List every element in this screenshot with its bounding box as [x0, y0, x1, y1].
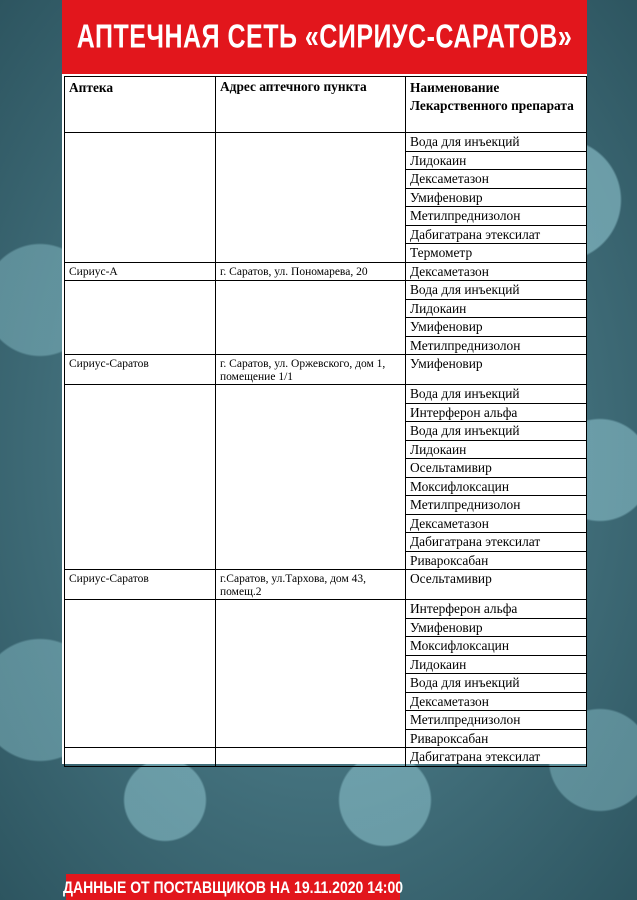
table-header-row — [65, 77, 587, 133]
pharmacy-cell — [65, 133, 216, 263]
drug-cell: Моксифлоксацин — [406, 637, 587, 656]
page-title: АПТЕЧНАЯ СЕТЬ «СИРИУС-САРАТОВ» — [76, 17, 573, 56]
table-row — [65, 281, 587, 300]
drug-cell: Моксифлоксацин — [406, 477, 587, 496]
drug-cell: Осельтамивир — [406, 570, 587, 600]
drug-cell: Интерферон альфа — [406, 403, 587, 422]
pharmacy-cell: Сириус-А — [65, 262, 216, 281]
drug-cell: Термометр — [406, 244, 587, 263]
drug-cell: Дексаметазон — [406, 262, 587, 281]
address-cell: г.Саратов, ул.Тархова, дом 43, помещ.2 — [216, 570, 406, 600]
column-header-address: Адрес аптечного пункта — [216, 77, 406, 133]
table-row — [65, 133, 587, 152]
column-header-drug: Наименование Лекарственного препарата — [406, 77, 587, 133]
drug-cell: Осельтамивир — [406, 459, 587, 478]
column-header-pharmacy: Аптека — [65, 77, 216, 133]
drug-cell: Дабигатрана этексилат — [406, 533, 587, 552]
drug-cell: Метилпреднизолон — [406, 336, 587, 355]
drug-cell: Умифеновир — [406, 355, 587, 385]
drug-cell: Дексаметазон — [406, 514, 587, 533]
drug-cell: Вода для инъекций — [406, 281, 587, 300]
table-row — [65, 570, 587, 600]
pharmacy-cell: Сириус-Саратов — [65, 570, 216, 600]
drug-cell: Умифеновир — [406, 318, 587, 337]
table-row — [65, 385, 587, 404]
drug-cell: Ривароксабан — [406, 729, 587, 748]
drug-cell: Дексаметазон — [406, 692, 587, 711]
table-row — [65, 600, 587, 619]
pharmacy-cell — [65, 385, 216, 570]
drug-cell: Умифеновир — [406, 188, 587, 207]
pharmacy-cell — [65, 600, 216, 748]
drug-cell: Дабигатрана этексилат — [406, 225, 587, 244]
drug-cell: Вода для инъекций — [406, 133, 587, 152]
drug-cell: Лидокаин — [406, 299, 587, 318]
drug-cell: Умифеновир — [406, 618, 587, 637]
drug-cell: Вода для инъекций — [406, 422, 587, 441]
drug-cell: Интерферон альфа — [406, 600, 587, 619]
table-body — [65, 133, 587, 767]
footer-banner — [62, 874, 404, 900]
pharmacy-cell — [65, 281, 216, 355]
drugs-table — [64, 76, 587, 767]
table-row — [65, 262, 587, 281]
document-sheet — [62, 74, 587, 764]
drug-cell: Метилпреднизолон — [406, 711, 587, 730]
drug-cell: Ривароксабан — [406, 551, 587, 570]
drug-cell: Дабигатрана этексилат — [406, 748, 587, 767]
address-cell: г. Саратов, ул. Пономарева, 20 — [216, 262, 406, 281]
header-banner — [62, 0, 587, 74]
address-cell: г. Саратов, ул. Оржевского, дом 1, помещение 1/1 — [216, 355, 406, 385]
drug-cell: Метилпреднизолон — [406, 207, 587, 226]
data-timestamp: ДАННЫЕ ОТ ПОСТАВЩИКОВ НА 19.11.2020 14:00 — [62, 877, 404, 897]
table-row — [65, 748, 587, 767]
drug-cell: Метилпреднизолон — [406, 496, 587, 515]
drug-cell: Вода для инъекций — [406, 674, 587, 693]
drug-cell: Вода для инъекций — [406, 385, 587, 404]
address-cell — [216, 281, 406, 355]
drug-cell: Дексаметазон — [406, 170, 587, 189]
drug-cell: Лидокаин — [406, 440, 587, 459]
pharmacy-cell: Сириус-Саратов — [65, 355, 216, 385]
address-cell — [216, 600, 406, 748]
drug-cell: Лидокаин — [406, 655, 587, 674]
pharmacy-cell — [65, 748, 216, 767]
drug-cell: Лидокаин — [406, 151, 587, 170]
address-cell — [216, 133, 406, 263]
address-cell — [216, 748, 406, 767]
address-cell — [216, 385, 406, 570]
table-row — [65, 355, 587, 385]
